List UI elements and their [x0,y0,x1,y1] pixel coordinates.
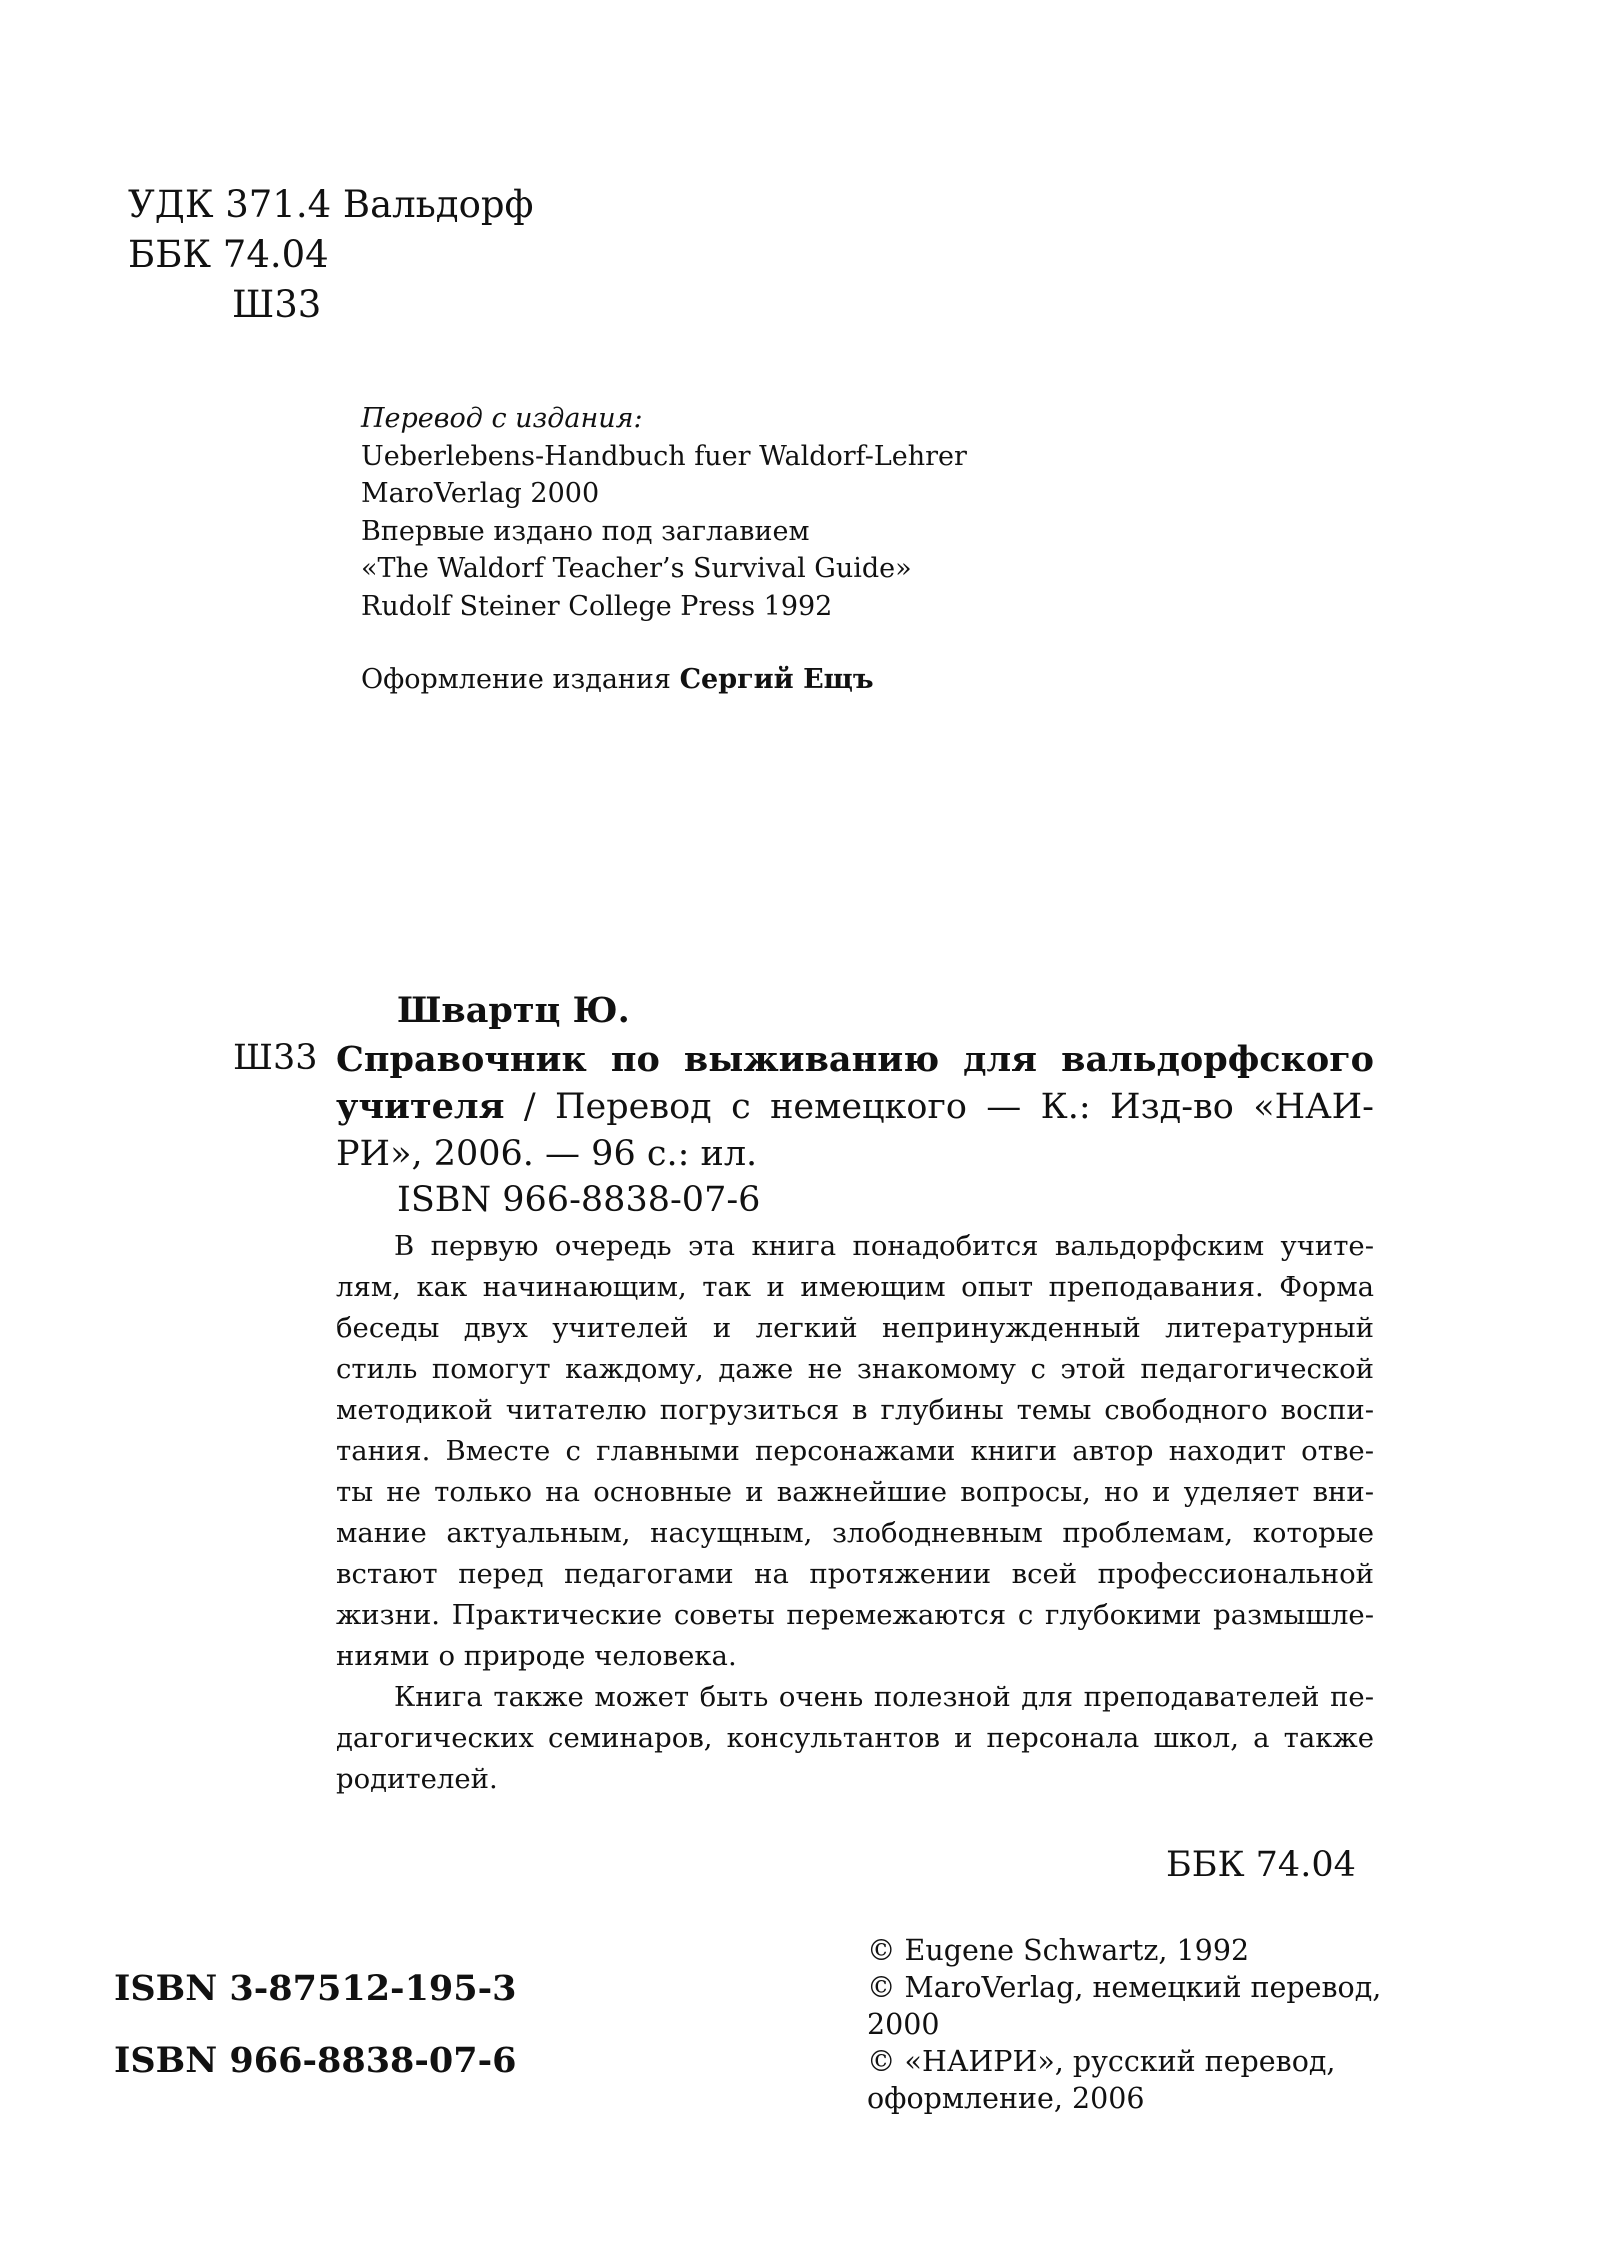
card-isbn: ISBN 966-8838-07-6 [397,1180,761,1220]
designer-name: Сергий Ещъ [679,664,874,695]
annotation-line: ты не только на основные и важнейшие вопросы, но и уделяет вни- [336,1476,1374,1508]
card-title-end: учителя [336,1086,505,1127]
design-credit [361,661,874,698]
card-title-line: Справочник по выживанию для вальдорфского [336,1039,1374,1080]
annotation-line: Книга также может быть очень полезной для преподавателей пе- [394,1681,1374,1713]
translation-line: Rudolf Steiner College Press 1992 [361,590,833,622]
annotation [336,1226,1374,1800]
translation-line: «The Waldorf Teacher’s Survival Guide» [361,553,912,584]
annotation-paragraph [336,1677,1374,1800]
translation-line: Ueberlebens-Handbuch fuer Waldorf-Lehrer [361,440,967,472]
annotation-line: ниями о природе человека. [336,1640,737,1672]
annotation-line: дагогических семинаров, консультантов и персонала школ, а также [336,1722,1374,1754]
copyright-line: © MaroVerlag, немецкий перевод, [867,1971,1382,2004]
translation-line: Впервые издано под заглавием [361,515,810,547]
isbn-original: ISBN 3-87512-195-3 [114,1968,517,2009]
annotation-line: методикой читателю погрузиться в глубины темы свободного воспи- [336,1394,1374,1426]
card-author-mark: Ш33 [233,1038,318,1078]
annotation-line: стиль помогут каждому, даже не знакомому с этой педагогической [336,1353,1374,1385]
annotation-line: встают перед педагогами на протяжении всей профессиональной [336,1558,1374,1590]
copyright-line: оформление, 2006 [867,2082,1145,2115]
design-label: Оформление издания [361,664,671,695]
copyright-line: 2000 [867,2008,940,2041]
card-imprint-line: РИ», 2006. — 96 с.: ил. [336,1134,758,1174]
annotation-line: В первую очередь эта книга понадобится вальдорфским учите- [394,1230,1374,1262]
annotation-line: лям, как начинающим, так и имеющим опыт преподавания. Форма [336,1271,1374,1303]
translation-label: Перевод с издания: [361,403,643,434]
bbk-code: ББК 74.04 [128,233,329,276]
copyright-line: © Eugene Schwartz, 1992 [867,1934,1250,1967]
annotation-line: мание актуальным, насущным, злободневным проблемам, которые [336,1517,1374,1549]
annotation-line: родителей. [336,1763,498,1795]
copyright-line: © «НАИРИ», русский перевод, [867,2045,1336,2078]
isbn-russian: ISBN 966-8838-07-6 [114,2040,517,2081]
annotation-line: беседы двух учителей и легкий непринужденный литературный [336,1312,1374,1344]
udk-code: УДК 371.4 Вальдорф [128,183,534,226]
translation-line: MaroVerlag 2000 [361,478,600,509]
author-mark: Ш33 [232,283,322,326]
annotation-line: тания. Вместе с главными персонажами книги автор находит отве- [336,1435,1374,1467]
card-imprint: / Перевод с немецкого — К.: Изд-во «НАИ- [504,1087,1374,1127]
annotation-paragraph [336,1226,1374,1677]
bbk-right: ББК 74.04 [1166,1845,1356,1885]
card-description [336,1036,1374,1178]
copyright-block [867,1932,1381,2117]
card-author: Швартц Ю. [397,990,630,1031]
card-title-line [336,1083,1374,1131]
translation-info [361,400,967,625]
classification-block [128,180,534,330]
annotation-line: жизни. Практические советы перемежаются с глубокими размышле- [336,1599,1374,1631]
